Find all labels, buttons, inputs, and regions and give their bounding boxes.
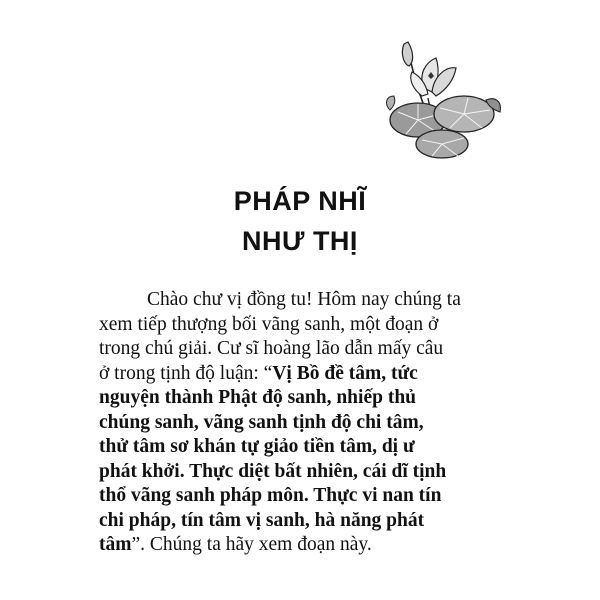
body-line	[147, 288, 461, 312]
chapter-title-line-2: NHƯ THỊ	[242, 226, 358, 256]
body-line	[99, 484, 441, 508]
lotus-illustration	[378, 40, 506, 164]
text-segment: ”. Chúng ta hãy xem đoạn này.	[131, 534, 372, 555]
bold-text-segment: chúng sanh, vãng sanh tịnh độ chi tâm,	[99, 411, 424, 433]
body-paragraph	[99, 288, 519, 588]
bold-text-segment: phát khởi. Thực diệt bất nhiên, cái dĩ tịnh	[99, 460, 447, 482]
bold-text-segment: Vị Bồ đề tâm, tức	[272, 362, 418, 384]
text-segment: Chào chư vị đồng tu! Hôm nay chúng ta	[147, 289, 461, 310]
bold-text-segment: thử tâm sơ khán tự giảo tiền tâm, dị ư	[99, 436, 415, 457]
chapter-title-line-1: PHÁP NHĨ	[233, 186, 367, 216]
body-line	[99, 337, 443, 361]
bold-text-segment: nguyện thành Phật độ sanh, nhiếp thủ	[99, 387, 417, 408]
text-segment: trong chú giải. Cư sĩ hoàng lão dẫn mấy câu	[99, 338, 444, 359]
text-segment: xem tiếp thượng bối vãng sanh, một đoạn ở	[99, 313, 439, 335]
bold-text-segment: thổ vãng sanh pháp môn. Thực vi nan tín	[99, 485, 442, 506]
body-line	[99, 435, 415, 459]
text-segment: ở trong tịnh độ luận: “	[99, 362, 273, 384]
body-line	[99, 313, 438, 337]
body-line	[99, 411, 424, 435]
body-line	[99, 386, 416, 410]
body-line	[99, 362, 418, 386]
bold-text-segment: chi pháp, tín tâm vị sanh, hà năng phát	[99, 509, 425, 531]
body-line	[99, 533, 372, 557]
bold-text-segment: tâm	[99, 534, 132, 555]
body-line	[99, 460, 446, 484]
body-line	[99, 509, 424, 533]
